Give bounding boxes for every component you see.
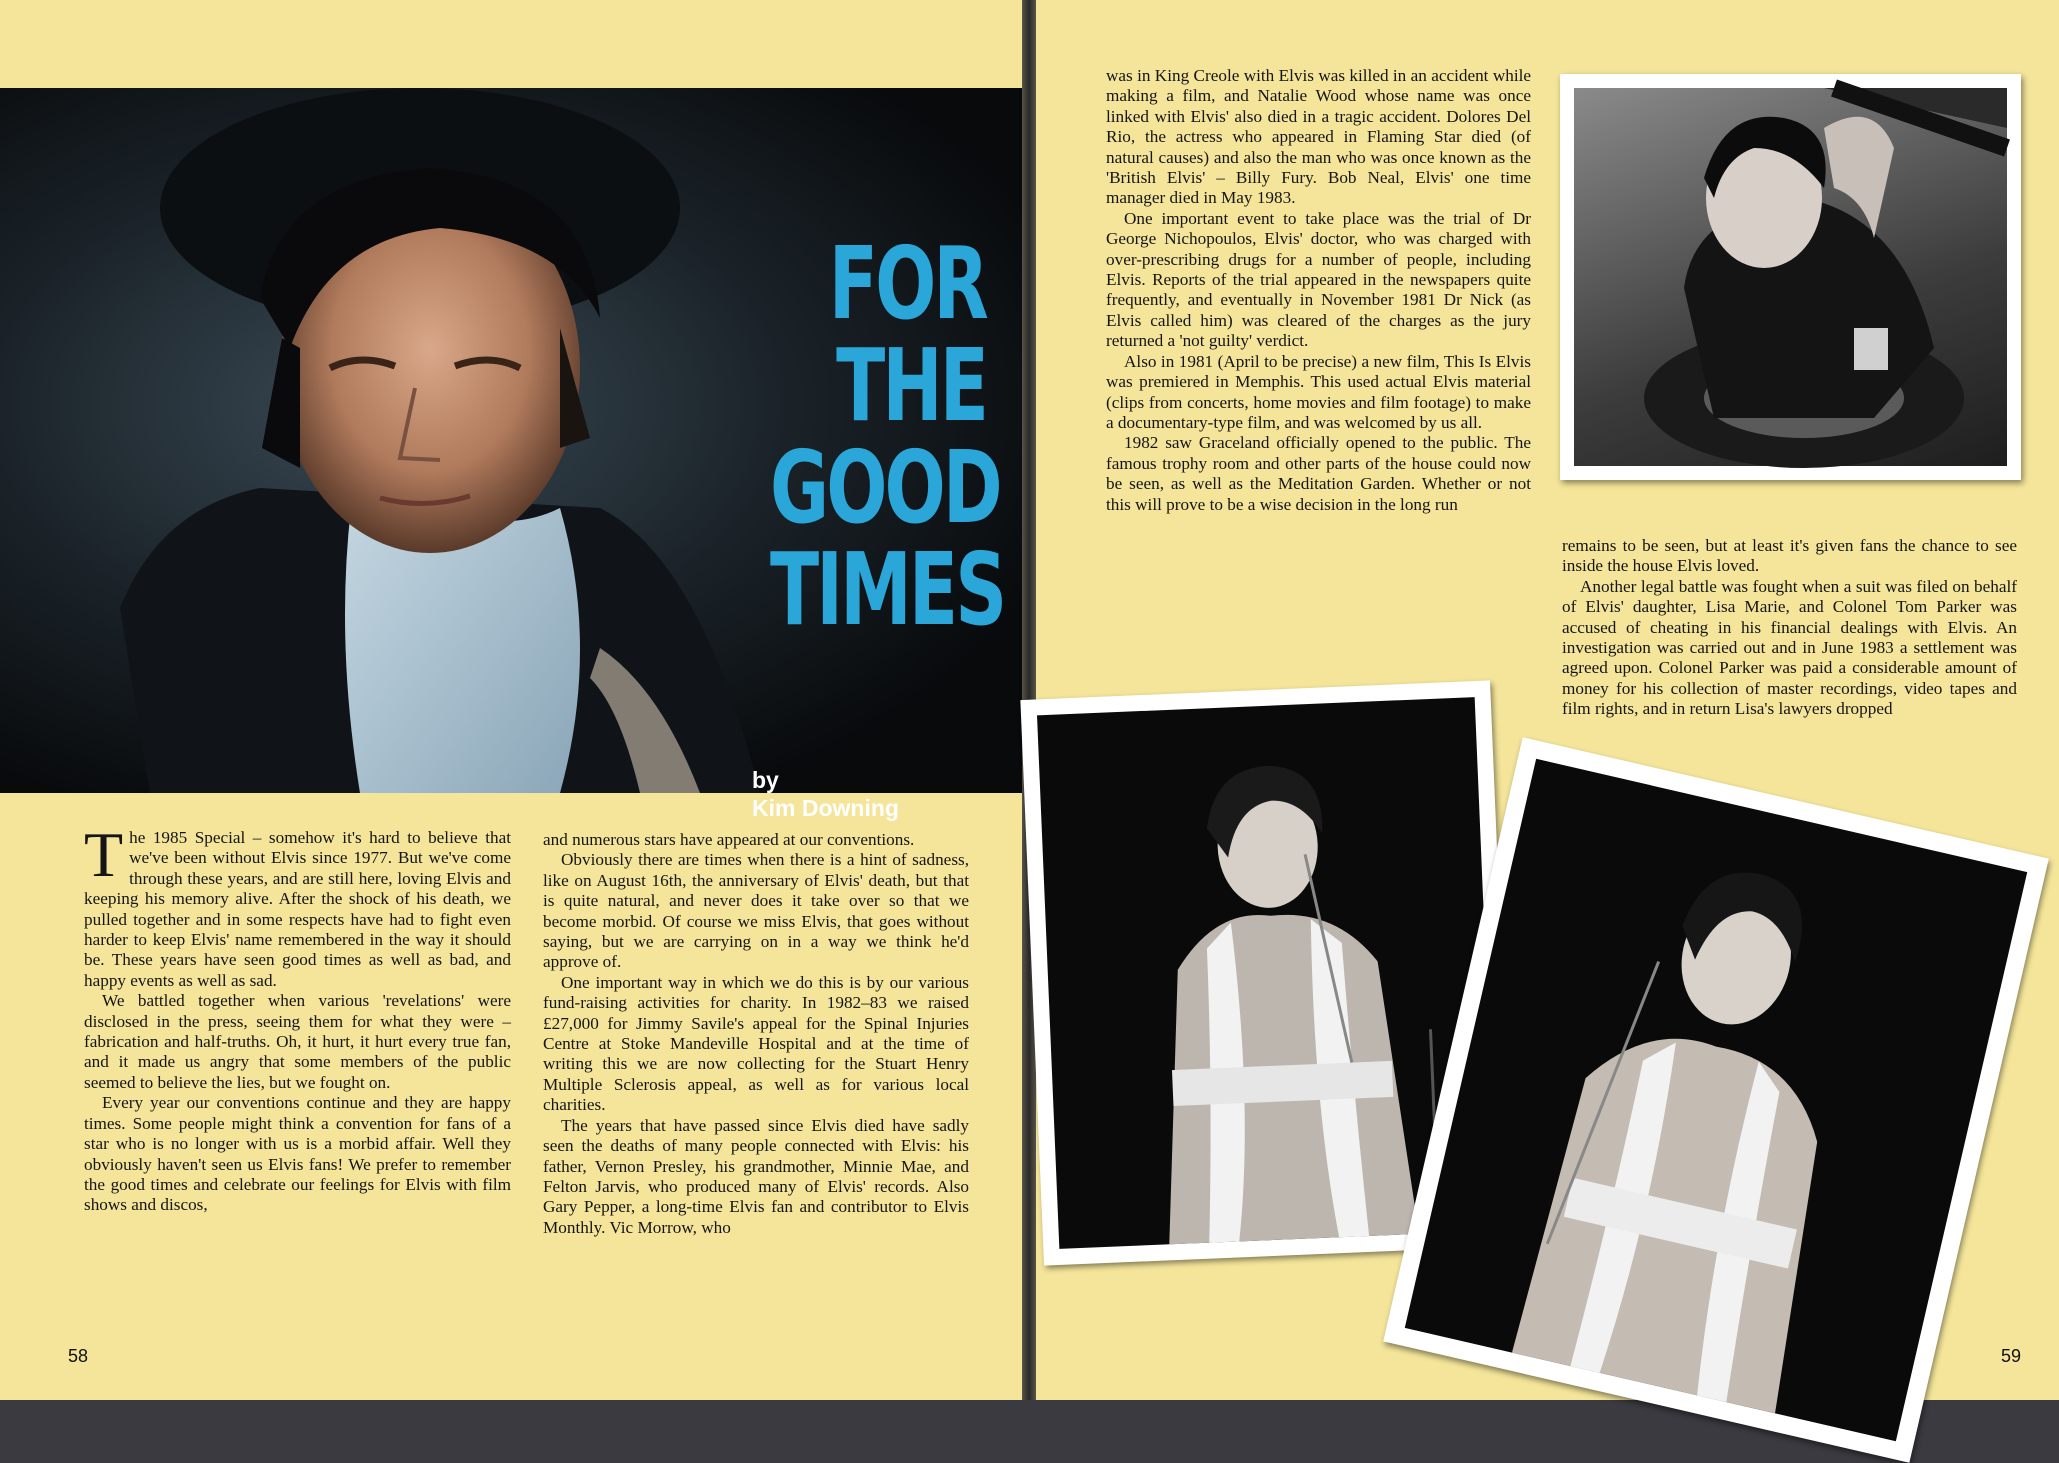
hero-photo [0,88,1022,821]
byline [752,766,899,822]
headline [770,225,1005,648]
paragraph-text: he 1985 Special – somehow it's hard to believe that we've been without Elvis since 1977. But we've come through these years, and are still here, loving Elvis and keeping his memory alive. After the shock of his death, we pulled together and in some respects have had to fight even harder to keep Elvis' name remembered in the way it should be. These years have seen good times as well as bad, and happy events as well as sad. [84,828,511,990]
paragraph: 1982 saw Graceland officially opened to the public. The famous trophy room and other parts of the house could now be seen, as well as the Meditation Garden. Whether or not this will prove to be a wise decision in the long run [1106,433,1531,514]
byline-author: Kim Downing [752,795,899,821]
headline-line-4: TIMES [770,531,1005,648]
right-page [1036,0,2059,1400]
paragraph: and numerous stars have appeared at our conventions. [543,830,915,849]
paragraph [84,819,511,991]
drop-cap: T [84,819,124,890]
boat-illustration [1574,88,2007,466]
byline-by: by [752,767,779,793]
headline-line-1: FOR [828,225,986,342]
paragraph: Obviously there are times when there is a hint of sadness, like on August 16th, the anniversary of Elvis' death, but that is quite natural, and never does it take over so that we become morbid. Of course we miss Elvis, that goes without saying, but we are carrying on in a way we think he'd approve of. [543,850,969,972]
article-column-1 [84,819,511,1216]
headline-line-3: GOOD [770,429,1000,546]
paragraph: Another legal battle was fought when a suit was filed on behalf of Elvis' daughter, Lisa Marie, and Colonel Tom Parker was accused of cheating in his financial dealings with Elvis. An investigation was carried out and in June 1983 a settlement was agreed upon. Colonel Parker was paid a considerable amount of money for his collection of master recordings, video tapes and film rights, and in return Lisa's lawyers dropped [1562,576,2017,719]
paragraph: We battled together when various 'revelations' were disclosed in the press, seeing them for what they were – fabrication and half-truths. Oh, it hurt, it hurt every true fan, and it made us angry that some members of the public seemed to believe the lies, but we fought on. [84,991,511,1092]
paragraph: One important event to take place was the trial of Dr George Nichopoulos, Elvis' doctor, who was charged with over-prescribing drugs for a number of people, including Elvis. Reports of the trial appeared in the newspapers quite frequently, and eventually in November 1981 Dr Nick (as Elvis called him) was cleared of the charges as the jury returned a 'not guilty' verdict. [1106,208,1531,351]
photo-boat [1560,74,2021,480]
paragraph: was in King Creole with Elvis was killed in an accident while making a film, and Natalie Wood whose name was once linked with Elvis' also died in a tragic accident. Dolores Del Rio, the actress who appeared in Flaming Star died (of natural causes) and also the man who was once known as the 'British Elvis' – Billy Fury. Bob Neal, Elvis' one time manager died in May 1983. [1106,66,1531,208]
paragraph: One important way in which we do this is by our various fund-raising activities for charity. In 1982–83 we raised £27,000 for Jimmy Savile's appeal for the Spinal Injuries Centre at Stoke Mandeville Hospital and at the time of writing this we are now collecting for the Stuart Henry Multiple Sclerosis appeal, as well as for various local charities. [543,972,969,1115]
page-number-left: 58 [68,1346,89,1366]
article-column-3 [1106,66,1531,515]
page-number-right: 59 [2001,1346,2022,1366]
article-column-2 [543,830,969,1238]
concert-illustration-right [1405,759,2027,1441]
left-page [0,0,1022,1400]
paragraph: Also in 1981 (April to be precise) a new film, This Is Elvis was premiered in Memphis. This used actual Elvis material (clips from concerts, home movies and film footage) to make a documentary-type film, and was welcomed by us all. [1106,351,1531,432]
paragraph: Every year our conventions continue and they are happy times. Some people might think a convention for fans of a star who is no longer with us is a morbid affair. Well they obviously haven't seen us Elvis fans! We prefer to remember the good times and celebrate our feelings for Elvis with film shows and discos, [84,1093,511,1215]
paragraph: The years that have passed since Elvis died have sadly seen the deaths of many people connected with Elvis: his father, Vernon Presley, his grandmother, Minnie Mae, and Felton Jarvis, who produced many of Elvis' records. Also Gary Pepper, a long-time Elvis fan and contributor to Elvis Monthly. Vic Morrow, who [543,1115,969,1237]
article-column-4 [1562,536,2017,720]
headline-line-2: THE [836,327,986,444]
paragraph: remains to be seen, but at least it's given fans the chance to see inside the house Elvis loved. [1562,536,2017,576]
